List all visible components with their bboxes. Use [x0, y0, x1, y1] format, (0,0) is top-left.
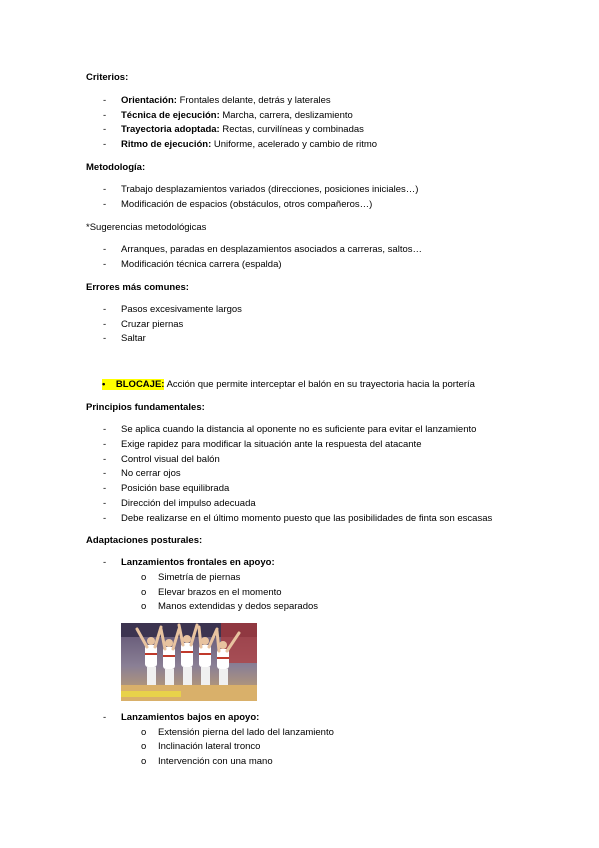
dash-marker: -: [103, 124, 107, 135]
sugerencias-item: Arranques, paradas en desplazamientos asociados a carreras, saltos…: [121, 244, 422, 255]
dash-marker: -: [103, 468, 107, 479]
bajos-item: Inclinación lateral tronco: [158, 741, 261, 752]
dash-marker: -: [103, 439, 107, 450]
errores-item: Saltar: [121, 333, 146, 344]
dash-marker: -: [103, 513, 107, 524]
errores-item: Cruzar piernas: [121, 319, 184, 330]
principio-item: Se aplica cuando la distancia al oponente no es suficiente para evitar el lanzamiento: [121, 424, 477, 435]
circle-marker: o: [141, 756, 147, 767]
criterio-item: [121, 139, 377, 151]
dash-marker: -: [103, 110, 107, 121]
criterio-label: Orientación:: [121, 95, 177, 106]
blocaje-text: Acción que permite interceptar el balón en su trayectoria hacia la portería: [164, 379, 475, 390]
dash-marker: -: [103, 95, 107, 106]
blocaje-highlight: [102, 379, 164, 390]
principio-item: Control visual del balón: [121, 454, 220, 465]
handball-block-photo: [121, 623, 257, 701]
sugerencias-item: Modificación técnica carrera (espalda): [121, 259, 282, 270]
principio-item: No cerrar ojos: [121, 468, 181, 479]
dash-marker: -: [103, 244, 107, 255]
dash-marker: -: [103, 259, 107, 270]
dash-marker: -: [103, 184, 107, 195]
principio-item: Dirección del impulso adecuada: [121, 498, 256, 509]
criterio-text: Marcha, carrera, deslizamiento: [219, 110, 353, 121]
dash-marker: -: [103, 139, 107, 150]
dash-marker: -: [103, 483, 107, 494]
principio-item: Debe realizarse en el último momento puesto que las posibilidades de finta son escasas: [121, 513, 493, 524]
adaptaciones-heading: Adaptaciones posturales:: [86, 535, 203, 546]
criterio-item: [121, 124, 364, 136]
errores-item: Pasos excesivamente largos: [121, 304, 242, 315]
dash-marker: -: [103, 712, 107, 723]
dash-marker: -: [103, 498, 107, 509]
criterio-item: [121, 95, 331, 107]
blocaje-label: BLOCAJE:: [115, 379, 165, 390]
metodologia-item: Modificación de espacios (obstáculos, otros compañeros…): [121, 199, 373, 210]
criterio-item: [121, 110, 353, 122]
frontales-item: Simetría de piernas: [158, 572, 241, 583]
frontales-item: Manos extendidas y dedos separados: [158, 601, 319, 612]
dash-marker: -: [103, 333, 107, 344]
metodologia-item: Trabajo desplazamientos variados (direcciones, posiciones iniciales…): [121, 184, 419, 195]
bajos-heading: Lanzamientos bajos en apoyo:: [121, 712, 260, 723]
circle-marker: o: [141, 572, 147, 583]
blocaje-line: [102, 379, 475, 391]
errores-heading: Errores más comunes:: [86, 282, 189, 293]
dash-marker: -: [103, 424, 107, 435]
circle-marker: o: [141, 741, 147, 752]
circle-marker: o: [141, 727, 147, 738]
criterio-text: Rectas, curvilíneas y combinadas: [219, 124, 364, 135]
criterio-label: Técnica de ejecución:: [121, 110, 220, 121]
bajos-item: Intervención con una mano: [158, 756, 273, 767]
circle-marker: o: [141, 601, 147, 612]
dash-marker: -: [103, 454, 107, 465]
criterio-text: Frontales delante, detrás y laterales: [176, 95, 331, 106]
frontales-item: Elevar brazos en el momento: [158, 587, 282, 598]
principio-item: Exige rapidez para modificar la situación ante la respuesta del atacante: [121, 439, 422, 450]
metodologia-heading: Metodología:: [86, 162, 146, 173]
criterio-text: Uniforme, acelerado y cambio de ritmo: [211, 139, 378, 150]
principios-heading: Principios fundamentales:: [86, 402, 205, 413]
criterio-label: Ritmo de ejecución:: [121, 139, 212, 150]
criterios-heading: Criterios:: [86, 72, 129, 83]
principio-item: Posición base equilibrada: [121, 483, 230, 494]
bullet-icon: •: [102, 379, 106, 390]
sugerencias-heading: *Sugerencias metodológicas: [86, 222, 207, 233]
criterio-label: Trayectoria adoptada:: [121, 124, 220, 135]
photo-illustration: [121, 623, 257, 701]
bajos-item: Extensión pierna del lado del lanzamiento: [158, 727, 334, 738]
dash-marker: -: [103, 557, 107, 568]
circle-marker: o: [141, 587, 147, 598]
dash-marker: -: [103, 199, 107, 210]
dash-marker: -: [103, 319, 107, 330]
dash-marker: -: [103, 304, 107, 315]
frontales-heading: Lanzamientos frontales en apoyo:: [121, 557, 275, 568]
